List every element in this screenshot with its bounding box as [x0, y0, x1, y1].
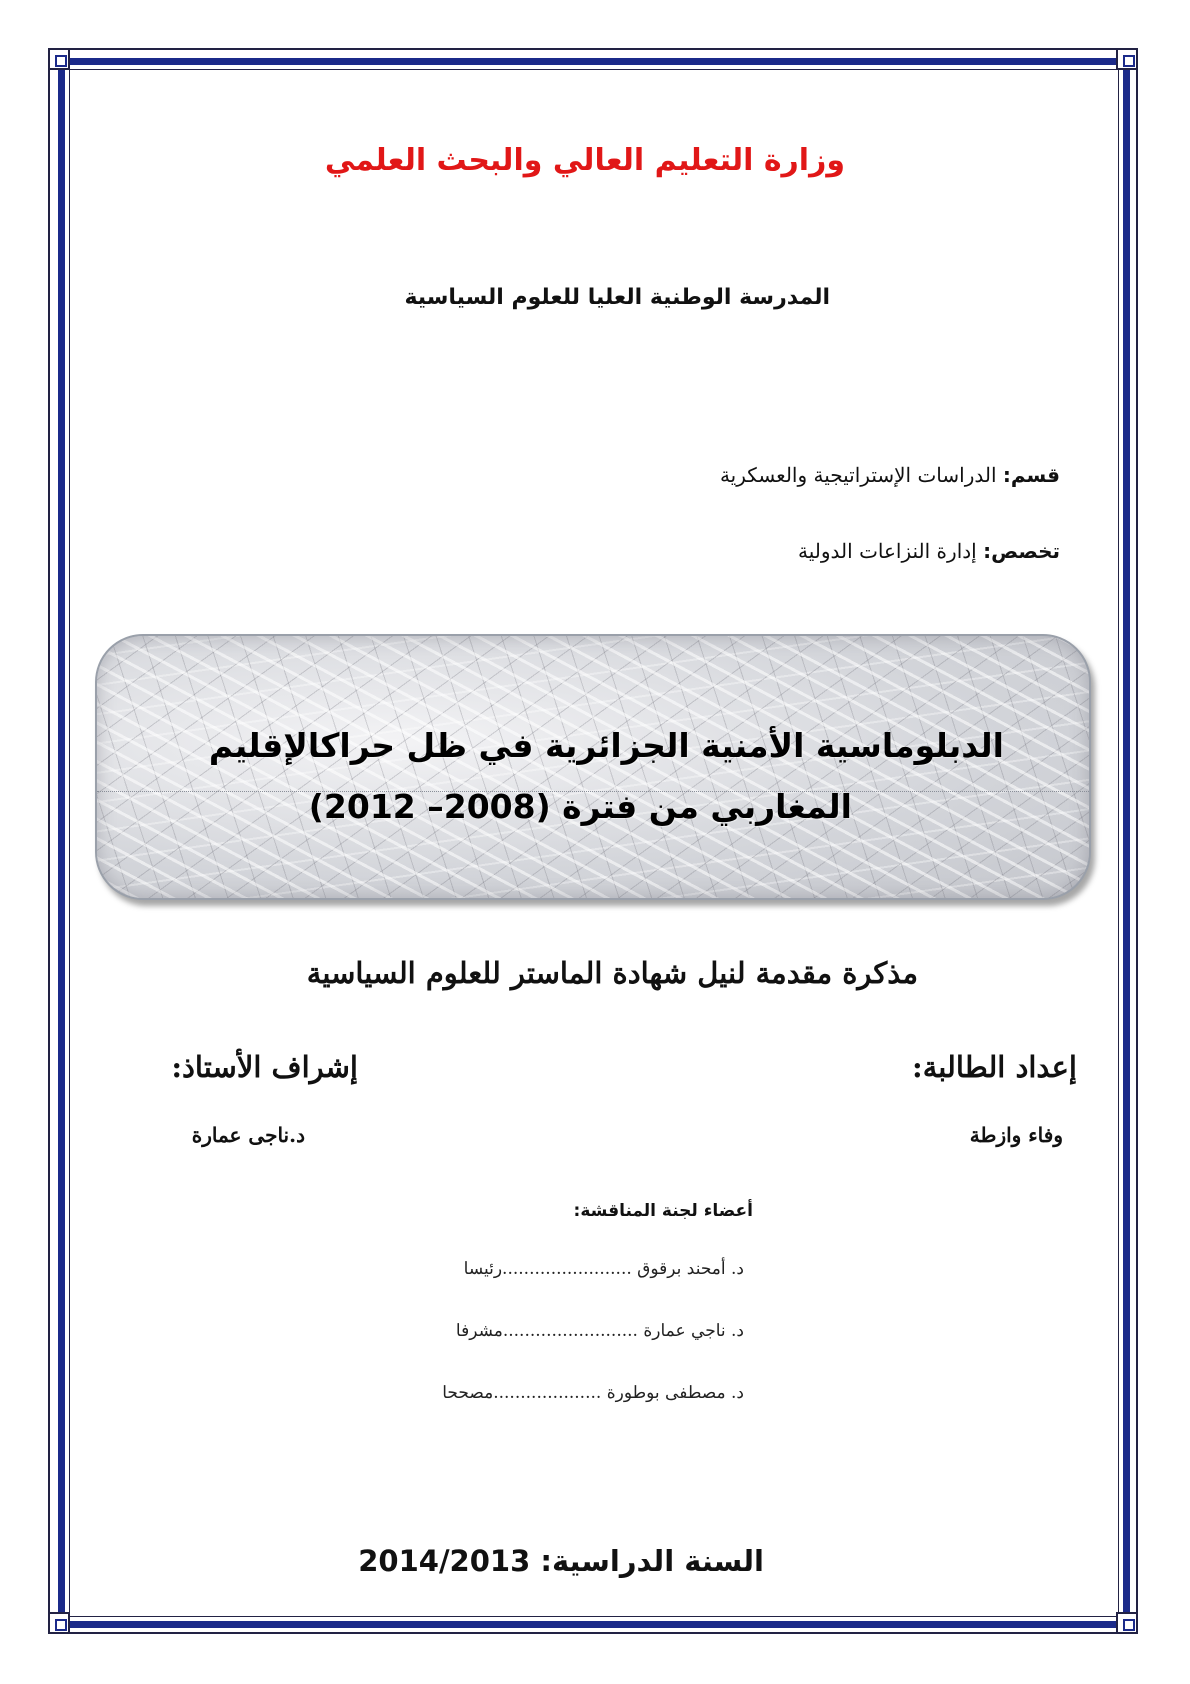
- academic-year: [358, 1544, 764, 1578]
- memo-description: مذكرة مقدمة لنيل شهادة الماستر للعلوم السياسية: [306, 956, 918, 990]
- department-line: [720, 463, 1060, 487]
- specialization-line: [798, 539, 1060, 563]
- committee-title: أعضاء لجنة المناقشة:: [573, 1201, 753, 1221]
- ministry-heading: وزارة التعليم العالي والبحث العلمي: [324, 143, 845, 178]
- corner-ornament-bottom-right: [1116, 1612, 1138, 1634]
- corner-ornament-top-left: [48, 48, 70, 70]
- academic-year-value: 2014/2013: [358, 1544, 541, 1578]
- student-name: وفاء وازطة: [969, 1123, 1063, 1147]
- supervisor-label: إشراف الأستاذ:: [171, 1050, 358, 1084]
- supervisor-name: د.ناجى عمارة: [191, 1123, 305, 1147]
- academic-year-label: السنة الدراسية:: [540, 1544, 764, 1578]
- student-label: إعداد الطالبة:: [911, 1050, 1077, 1084]
- school-name: المدرسة الوطنية العليا للعلوم السياسية: [404, 285, 830, 310]
- specialization-label: تخصص:: [983, 539, 1060, 563]
- committee-member-president: د. أمحند برقوق ........................رئيسا: [463, 1259, 744, 1279]
- thesis-title-panel: [95, 634, 1091, 900]
- thesis-title-line-2: المغاربي من فترة (2008– 2012): [308, 787, 852, 826]
- department-label: قسم:: [1002, 463, 1060, 487]
- corner-ornament-bottom-left: [48, 1612, 70, 1634]
- thesis-title-line-1: الدبلوماسية الأمنية الجزائرية في ظل حراكالإقليم: [208, 726, 1004, 765]
- department-value: الدراسات الإستراتيجية والعسكرية: [719, 463, 1003, 487]
- committee-member-examiner: د. مصطفى بوطورة ....................مصححا: [442, 1383, 744, 1403]
- corner-ornament-top-right: [1116, 48, 1138, 70]
- specialization-value: إدارة النزاعات الدولية: [798, 539, 984, 563]
- committee-member-supervisor: د. ناجي عمارة .........................مشرفا: [455, 1321, 744, 1341]
